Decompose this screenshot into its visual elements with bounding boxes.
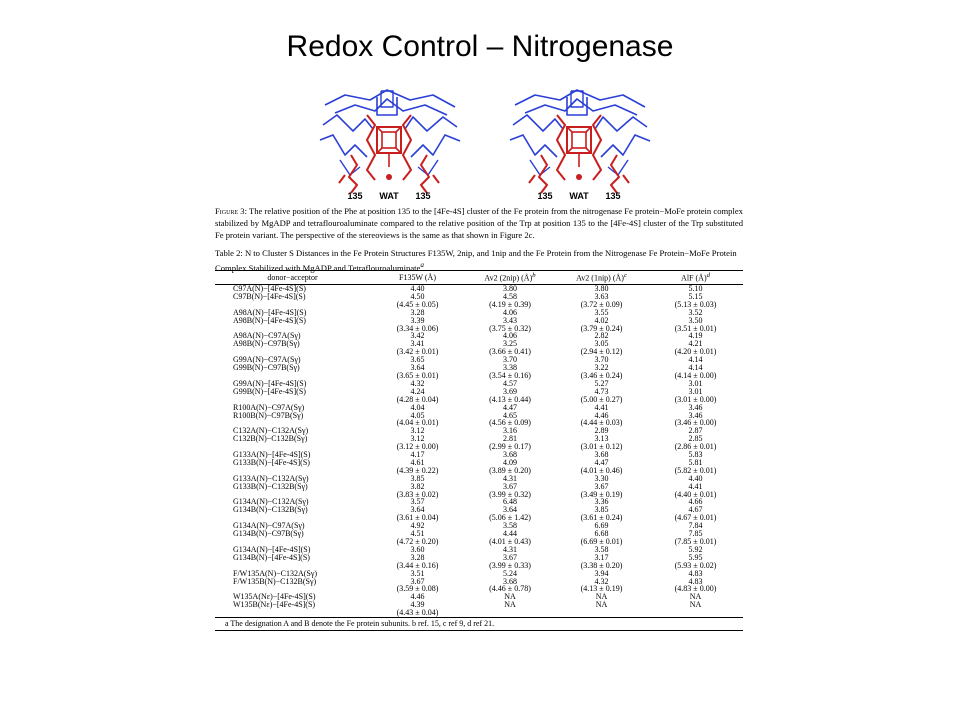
cell-alf: 5.83 (688, 450, 703, 460)
residue-chain (557, 115, 565, 180)
residue-135 (611, 155, 619, 193)
cell-av2-1nip: 4.47 (594, 457, 609, 467)
cell-av2-2nip: (4.13 ± 0.44) (489, 394, 531, 404)
cell-av2-1nip: 3.17 (594, 552, 609, 562)
water-molecule (386, 174, 392, 180)
cell-alf: 4.66 (688, 497, 703, 507)
cell-av2-1nip: 3.36 (594, 497, 609, 507)
residue-135 (421, 155, 429, 193)
figure-caption (215, 205, 743, 241)
stereoview-left (320, 90, 460, 201)
cell-av2-1nip: 3.85 (594, 505, 609, 515)
cell-av2-2nip: 4.44 (503, 529, 517, 539)
protein-backbone (405, 117, 457, 131)
cell-f135w: 4.51 (410, 529, 425, 539)
cell-alf: 4.14 (688, 363, 703, 373)
header-alf: AlF (Å)$^d$ (681, 272, 710, 283)
cell-av2-2nip: (3.75 ± 0.32) (489, 323, 531, 333)
cell-av2-2nip: 3.67 (503, 552, 517, 562)
cell-donor-acceptor: A98A(N)−[4Fe-4S](S) (233, 307, 307, 317)
cell-f135w: 3.57 (410, 497, 425, 507)
cell-donor-acceptor: G99A(N)−C97A(Sγ) (233, 355, 301, 365)
cell-donor-acceptor: C132B(N)−C132B(Sγ) (233, 434, 308, 444)
cell-f135w: (4.28 ± 0.04) (396, 394, 439, 404)
cell-av2-2nip: (5.06 ± 1.42) (489, 513, 531, 523)
cell-f135w: (4.45 ± 0.05) (396, 299, 439, 309)
residue-135 (433, 175, 439, 183)
cell-f135w: 4.32 (410, 378, 425, 388)
cell-donor-acceptor: G134A(N)−C97A(Sγ) (233, 521, 305, 531)
table-row (215, 601, 743, 609)
cell-av2-2nip: 3.68 (503, 576, 517, 586)
cell-av2-1nip: 4.41 (594, 402, 609, 412)
label-residue-135-left: 135 (347, 191, 363, 201)
cell-av2-2nip: 3.43 (503, 315, 517, 325)
cell-av2-1nip: NA (595, 600, 608, 610)
table-row (215, 364, 743, 372)
cell-av2-1nip: 3.05 (594, 339, 609, 349)
figure-caption-text: The relative position of the Phe at position 135 to the [4Fe-4S] cluster of the Fe protein from the nitrogenase Fe protein−MoFe protein complex stabilized by MgADP and tetraflouroaluminate compared to the relative position of the Trp at position 135 to the [4Fe-4S] cluster of the Trp substituted Fe protein variant. The perspective of the stereoviews is the same as that shown in Figure 2c. (215, 206, 743, 240)
cell-alf: (4.20 ± 0.01) (674, 347, 717, 357)
cell-alf: 4.21 (688, 339, 703, 349)
stereoview-right (510, 90, 650, 201)
cell-f135w: 3.39 (410, 315, 425, 325)
cell-alf: (7.85 ± 0.01) (674, 537, 717, 546)
cell-av2-1nip: (5.00 ± 0.27) (580, 394, 623, 404)
cell-av2-1nip: (2.94 ± 0.12) (580, 347, 623, 357)
cell-av2-2nip: (4.56 ± 0.09) (489, 418, 531, 428)
cell-av2-1nip: (3.61 ± 0.24) (580, 513, 623, 523)
cell-av2-2nip: 3.80 (503, 284, 517, 293)
protein-backbone (595, 117, 647, 131)
cell-alf: 3.46 (688, 402, 703, 412)
residue-135 (349, 155, 357, 193)
cell-alf: 4.41 (688, 481, 703, 491)
table-header-row (215, 271, 743, 285)
cell-donor-acceptor: A98A(N)−C97A(Sγ) (233, 331, 301, 341)
protein-backbone (340, 160, 360, 175)
cell-av2-2nip: NA (504, 592, 516, 602)
cell-f135w: 3.41 (410, 339, 425, 349)
table-caption-mark: a (420, 261, 424, 269)
cell-av2-1nip: (4.44 ± 0.03) (580, 418, 623, 428)
cell-f135w: 4.05 (410, 410, 425, 420)
cell-donor-acceptor: G134A(N)−[4Fe-4S](S) (233, 544, 311, 554)
cell-donor-acceptor: A98B(N)−C97B(Sγ) (233, 339, 300, 349)
cell-donor-acceptor: G134B(N)−C132B(Sγ) (233, 505, 308, 515)
label-water: WAT (569, 191, 589, 201)
fe4s4-cluster (572, 132, 586, 148)
cell-av2-2nip: (3.99 ± 0.33) (489, 560, 531, 570)
cell-av2-1nip: (6.69 ± 0.01) (580, 537, 623, 546)
stereoview-image (315, 85, 675, 205)
cell-f135w: 3.60 (410, 544, 425, 554)
cell-f135w: 4.61 (410, 457, 425, 467)
cell-f135w: 3.51 (410, 568, 425, 578)
cell-av2-1nip: 6.68 (594, 529, 609, 539)
cell-av2-2nip: 4.06 (503, 307, 517, 317)
table-caption-text: Table 2: N to Cluster S Distances in the Fe Protein Structures F135W, 2nip, and 1nip and the Fe Protein from the Nitrogenase Fe Protein−MoFe Protein Complex Stabilized with MgADP and Tetraflouroaluminate (215, 248, 737, 273)
cell-donor-acceptor: G134A(N)−C132A(Sγ) (233, 497, 309, 507)
cell-av2-2nip (465, 609, 555, 617)
water-molecule (576, 174, 582, 180)
cell-alf: 3.46 (688, 410, 703, 420)
distance-table (215, 270, 743, 618)
cell-av2-1nip: 3.55 (594, 307, 609, 317)
cell-alf: (3.51 ± 0.01) (674, 323, 717, 333)
cell-av2-1nip: (4.13 ± 0.19) (580, 584, 623, 594)
cell-alf: 4.83 (688, 576, 703, 586)
label-residue-135-right: 135 (415, 191, 431, 201)
cell-f135w: 4.46 (410, 592, 425, 602)
label-residue-135-right: 135 (605, 191, 621, 201)
slide-title: Redox Control – Nitrogenase (286, 30, 674, 63)
residue-chain (367, 115, 375, 180)
cell-av2-2nip: 3.58 (503, 521, 517, 531)
table-body (215, 285, 743, 618)
cell-av2-2nip: (4.19 ± 0.39) (489, 299, 531, 309)
cell-alf: (4.67 ± 0.01) (674, 513, 717, 523)
cell-av2-2nip: 4.06 (503, 331, 517, 341)
cell-alf: (4.14 ± 0.00) (674, 370, 717, 380)
cell-f135w: (4.04 ± 0.01) (396, 418, 439, 428)
cell-av2-1nip: 2.89 (594, 426, 609, 436)
cell-alf: 3.52 (688, 307, 703, 317)
cell-f135w: 3.28 (410, 307, 425, 317)
cell-f135w: 3.64 (410, 363, 425, 373)
cell-alf (648, 609, 743, 617)
table-row (215, 317, 743, 325)
cell-donor-acceptor: G133A(N)−C132A(Sγ) (233, 473, 309, 483)
cell-alf: (2.86 ± 0.01) (674, 442, 717, 452)
header-f135w: F135W (Å) (399, 273, 436, 282)
cell-f135w: 4.40 (410, 284, 425, 293)
table-row (215, 506, 743, 514)
header-av2-1nip: Av2 (1nip) (Å)$^c$ (576, 272, 627, 283)
residue-135 (539, 155, 547, 193)
cell-alf: 7.85 (688, 529, 703, 539)
cell-alf: 5.95 (688, 552, 703, 562)
cell-av2-2nip: 4.09 (503, 457, 517, 467)
cell-f135w: (3.42 ± 0.01) (396, 347, 439, 357)
cell-alf: 4.14 (688, 355, 703, 365)
protein-backbone (601, 135, 650, 157)
cell-av2-2nip: 4.58 (503, 291, 517, 301)
cell-av2-1nip: (3.72 ± 0.09) (580, 299, 623, 309)
table-row (215, 609, 743, 617)
cell-alf: (3.01 ± 0.00) (674, 394, 717, 404)
cell-donor-acceptor: A98B(N)−[4Fe-4S](S) (233, 315, 306, 325)
cell-av2-1nip: 3.22 (594, 363, 609, 373)
cell-f135w: 4.17 (410, 450, 425, 460)
cell-donor-acceptor: G133A(N)−[4Fe-4S](S) (233, 450, 311, 460)
cell-f135w: 4.50 (410, 291, 425, 301)
protein-backbone (515, 90, 645, 107)
cell-av2-1nip: (3.38 ± 0.20) (580, 560, 623, 570)
residue-135 (529, 175, 535, 183)
cell-av2-2nip: (3.66 ± 0.41) (489, 347, 531, 357)
cell-av2-1nip: 4.02 (594, 315, 609, 325)
cell-av2-1nip: (3.46 ± 0.24) (580, 370, 623, 380)
table-row (215, 554, 743, 562)
protein-backbone (530, 160, 550, 175)
cell-alf: NA (689, 592, 702, 602)
cell-alf: 2.87 (688, 426, 703, 436)
cell-av2-2nip: 3.25 (503, 339, 517, 349)
cell-av2-2nip: 3.16 (503, 426, 517, 436)
cell-av2-1nip: 5.27 (594, 378, 609, 388)
cell-alf: (4.83 ± 0.00) (674, 584, 717, 594)
cell-donor-acceptor: W135A(Nε)−[4Fe-4S](S) (233, 592, 316, 602)
cell-donor-acceptor: G133B(N)−C132B(Sγ) (233, 481, 308, 491)
cell-av2-1nip: (3.01 ± 0.12) (580, 442, 623, 452)
cell-av2-2nip: (3.89 ± 0.20) (489, 465, 531, 475)
header-av2-2nip: Av2 (2nip) (Å)$^b$ (484, 272, 536, 283)
table-row (215, 435, 743, 443)
cell-donor-acceptor: G134B(N)−[4Fe-4S](S) (233, 552, 310, 562)
cell-alf: (5.93 ± 0.02) (674, 560, 717, 570)
cell-f135w: 3.28 (410, 552, 425, 562)
table-row (215, 483, 743, 491)
cell-av2-1nip: 4.46 (594, 410, 609, 420)
cell-f135w: 3.65 (410, 355, 425, 365)
cell-donor-acceptor: C97B(N)−[4Fe-4S](S) (233, 291, 306, 301)
cell-alf: (3.46 ± 0.00) (674, 418, 717, 428)
cell-av2-1nip: 4.73 (594, 386, 609, 396)
cell-f135w: 4.24 (410, 386, 425, 396)
cell-alf: 4.83 (688, 568, 703, 578)
cell-alf: 5.81 (688, 457, 703, 467)
cell-f135w: (3.65 ± 0.01) (396, 370, 439, 380)
cell-f135w: 4.04 (410, 402, 425, 412)
cell-av2-1nip: (3.49 ± 0.19) (580, 489, 623, 499)
distance-table-wrapper (215, 270, 743, 631)
cell-donor-acceptor: F/W135B(N)−C132B(Sγ) (233, 576, 317, 586)
cell-alf: 4.19 (688, 331, 703, 341)
cell-donor-acceptor (215, 609, 370, 617)
cell-alf: (5.82 ± 0.01) (674, 465, 717, 475)
cell-f135w: (4.43 ± 0.04) (396, 608, 439, 618)
cell-f135w: (3.83 ± 0.02) (396, 489, 439, 499)
cell-alf: 5.92 (688, 544, 703, 554)
cell-donor-acceptor: G99B(N)−C97B(Sγ) (233, 363, 300, 373)
cell-donor-acceptor: G99B(N)−[4Fe-4S](S) (233, 386, 306, 396)
cell-alf: 7.84 (688, 521, 703, 531)
protein-backbone (510, 135, 557, 157)
cell-f135w: 3.67 (410, 576, 425, 586)
cell-av2-2nip: (4.01 ± 0.43) (489, 537, 531, 546)
cell-av2-1nip: 3.94 (594, 568, 609, 578)
protein-backbone (325, 90, 455, 107)
fe4s4-cluster (382, 132, 396, 148)
cell-donor-acceptor: C132A(N)−C132A(Sγ) (233, 426, 309, 436)
table-row (215, 459, 743, 467)
table-row (215, 578, 743, 586)
cell-av2-2nip: 5.24 (503, 568, 517, 578)
cell-av2-2nip: 4.31 (503, 473, 517, 483)
cell-av2-1nip (555, 609, 648, 617)
cell-donor-acceptor: R100A(N)−C97A(Sγ) (233, 402, 305, 412)
cell-f135w: 4.92 (410, 521, 425, 531)
cell-av2-1nip: 3.58 (594, 544, 609, 554)
table-row (215, 340, 743, 348)
cell-av2-2nip: 3.38 (503, 363, 517, 373)
cell-f135w: (4.72 ± 0.20) (396, 537, 439, 546)
cell-av2-2nip: 3.64 (503, 505, 517, 515)
cell-av2-2nip: 3.67 (503, 481, 517, 491)
cell-alf: 4.67 (688, 505, 703, 515)
cell-f135w: (3.44 ± 0.16) (396, 560, 439, 570)
cell-f135w: (3.59 ± 0.08) (396, 584, 439, 594)
label-residue-135-left: 135 (537, 191, 553, 201)
cell-donor-acceptor: C97A(N)−[4Fe-4S](S) (233, 284, 306, 293)
cell-f135w: 3.12 (410, 426, 425, 436)
cell-alf: 3.50 (688, 315, 703, 325)
header-donor-acceptor: donor−acceptor (267, 273, 318, 282)
cell-av2-2nip: 4.31 (503, 544, 517, 554)
cell-alf: (4.40 ± 0.01) (674, 489, 717, 499)
stereo-figure (315, 85, 675, 205)
cell-f135w: (3.61 ± 0.04) (396, 513, 439, 523)
cell-av2-1nip: 2.82 (594, 331, 609, 341)
residue-135 (623, 175, 629, 183)
cell-av2-2nip: 4.57 (503, 378, 517, 388)
cell-alf: (5.13 ± 0.03) (674, 299, 717, 309)
cell-av2-2nip: 3.68 (503, 450, 517, 460)
protein-backbone (411, 135, 460, 157)
cell-donor-acceptor: F/W135A(N)−C132A(Sγ) (233, 568, 318, 578)
cell-alf: 3.01 (688, 386, 703, 396)
cell-f135w: 4.39 (410, 600, 425, 610)
cell-alf: NA (689, 600, 702, 610)
cell-f135w: 3.64 (410, 505, 425, 515)
cell-donor-acceptor: R100B(N)−C97B(Sγ) (233, 410, 304, 420)
protein-backbone (513, 115, 563, 131)
cell-av2-2nip: (4.46 ± 0.78) (489, 584, 531, 594)
cell-alf: 3.01 (688, 378, 703, 388)
cell-av2-1nip: (3.79 ± 0.24) (580, 323, 623, 333)
protein-backbone (418, 160, 438, 175)
cell-alf: 5.10 (688, 284, 703, 293)
cell-av2-2nip: (2.99 ± 0.17) (489, 442, 531, 452)
cell-av2-2nip: 2.81 (503, 434, 517, 444)
cell-f135w: (3.12 ± 0.00) (396, 442, 439, 452)
cell-av2-1nip: 4.32 (594, 576, 609, 586)
cell-f135w: 3.82 (410, 481, 425, 491)
cell-donor-acceptor: W135B(Nε)−[4Fe-4S](S) (233, 600, 316, 610)
table-row (215, 293, 743, 301)
cell-av2-1nip: 3.67 (594, 481, 609, 491)
cell-av2-2nip: 4.65 (503, 410, 517, 420)
cell-av2-2nip: 3.70 (503, 355, 517, 365)
protein-backbone (608, 160, 628, 175)
cell-donor-acceptor: G134B(N)−C97B(Sγ) (233, 529, 304, 539)
cell-av2-2nip: 4.47 (503, 402, 517, 412)
cell-alf: 4.40 (688, 473, 703, 483)
cell-av2-1nip: 3.13 (594, 434, 609, 444)
residue-135 (339, 175, 345, 183)
cell-av2-2nip: NA (504, 600, 516, 610)
cell-f135w: (3.34 ± 0.06) (396, 323, 439, 333)
table-row (215, 412, 743, 420)
label-water: WAT (379, 191, 399, 201)
cell-donor-acceptor: G99A(N)−[4Fe-4S](S) (233, 378, 307, 388)
table-row (215, 530, 743, 538)
cell-f135w: 3.42 (410, 331, 425, 341)
table-row (215, 388, 743, 396)
cell-f135w: (4.39 ± 0.22) (396, 465, 439, 475)
cell-donor-acceptor: G133B(N)−[4Fe-4S](S) (233, 457, 310, 467)
cell-av2-1nip: 3.63 (594, 291, 609, 301)
cell-av2-1nip: NA (595, 592, 608, 602)
cell-av2-1nip: (4.01 ± 0.46) (580, 465, 623, 475)
protein-backbone (323, 115, 373, 131)
cell-av2-2nip: 3.69 (503, 386, 517, 396)
table-footnote: a The designation A and B denote the Fe protein subunits. b ref. 15, c ref 9, d ref 21. (215, 618, 743, 631)
cell-f135w: 3.85 (410, 473, 425, 483)
cell-av2-2nip: (3.99 ± 0.32) (489, 489, 531, 499)
cell-f135w: 3.12 (410, 434, 425, 444)
cell-av2-1nip: 3.80 (594, 284, 609, 293)
cell-av2-1nip: 3.70 (594, 355, 609, 365)
cell-av2-2nip: (3.54 ± 0.16) (489, 370, 531, 380)
cell-av2-1nip: 3.68 (594, 450, 609, 460)
cell-av2-2nip: 6.48 (503, 497, 517, 507)
cell-av2-1nip: 6.69 (594, 521, 609, 531)
protein-backbone (320, 135, 367, 157)
cell-av2-1nip: 3.30 (594, 473, 609, 483)
figure-caption-label: Figure 3: (215, 206, 247, 216)
cell-alf: 2.85 (688, 434, 703, 444)
cell-alf: 5.15 (688, 291, 703, 301)
